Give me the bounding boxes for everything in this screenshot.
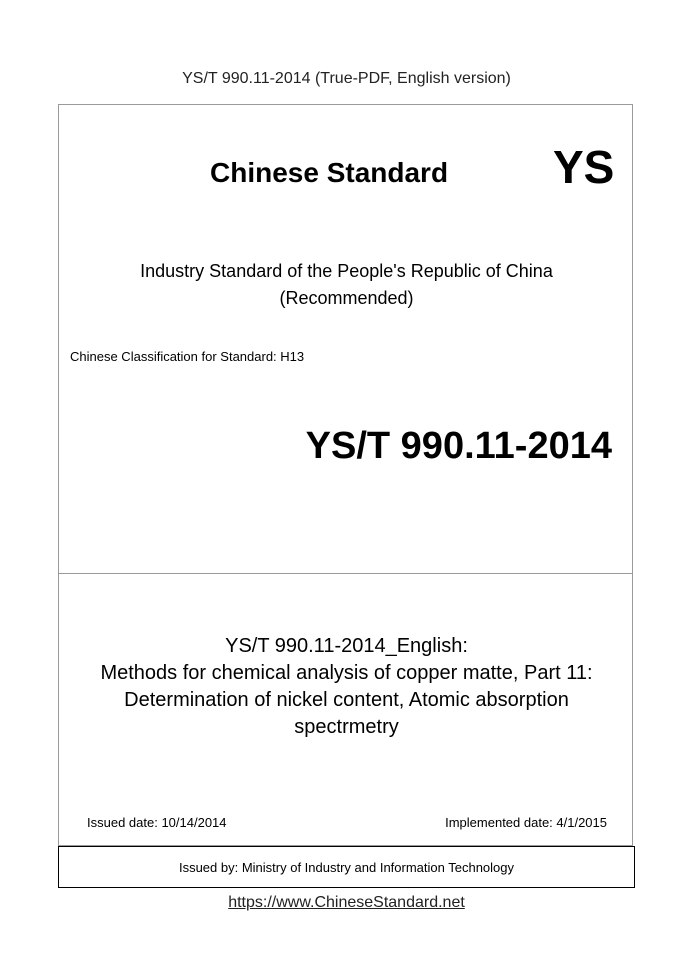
title-line-1: YS/T 990.11-2014_English: [225,635,468,657]
issuer-box [58,846,635,888]
classification-label: Chinese Classification for Standard: H13 [70,349,305,364]
document-title [58,633,635,741]
standard-number: YS/T 990.11-2014 [305,425,612,467]
issued-date: Issued date: 10/14/2014 [87,815,227,830]
title-line-2: Methods for chemical analysis of copper matte, Part 11: [100,662,593,684]
title-line-3: Determination of nickel content, Atomic absorption [124,689,569,711]
ys-logo: YS [553,141,615,193]
document-header: YS/T 990.11-2014 (True-PDF, English version) [182,70,511,87]
footer [0,894,693,912]
implemented-date: Implemented date: 4/1/2015 [445,815,607,830]
industry-line-1: Industry Standard of the People's Republic of China [140,261,553,281]
cover-heading: Chinese Standard [210,157,449,188]
title-line-4: spectrmetry [294,716,399,738]
industry-standard-label [0,258,693,312]
industry-line-2: (Recommended) [279,288,414,308]
website-link[interactable]: https://www.ChineseStandard.net [228,894,465,911]
issuer-text: Issued by: Ministry of Industry and Information Technology [178,859,515,875]
